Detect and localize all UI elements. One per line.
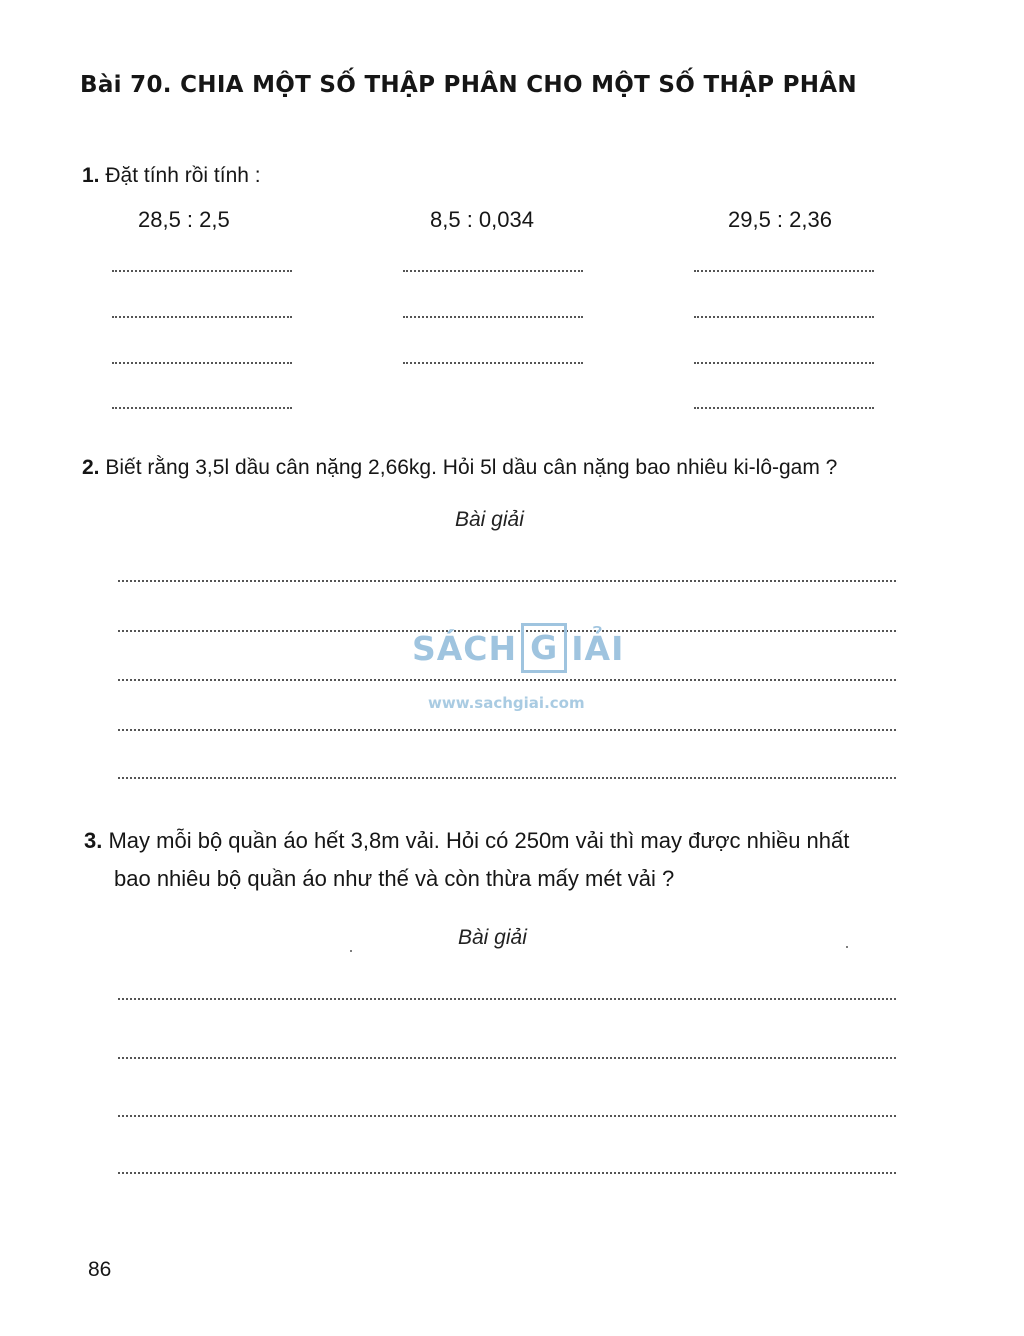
problem-1-text: Đặt tính rồi tính : xyxy=(105,164,261,187)
answer-line xyxy=(118,679,896,681)
expression-2: 8,5 : 0,034 xyxy=(430,207,534,232)
answer-line xyxy=(118,777,896,779)
problem-3-line-2: bao nhiêu bộ quần áo như thế và còn thừa mấy mét vải ? xyxy=(114,866,675,891)
answer-line xyxy=(118,580,896,582)
work-line xyxy=(694,407,874,409)
watermark-left: SÁCH xyxy=(412,628,518,668)
problem-3-number: 3. xyxy=(84,828,103,853)
work-line xyxy=(694,362,874,364)
expression-1: 28,5 : 2,5 xyxy=(138,207,230,232)
work-line xyxy=(112,407,292,409)
work-line xyxy=(112,270,292,272)
problem-3-line-1: May mỗi bộ quần áo hết 3,8m vải. Hỏi có 250m vải thì may được nhiều nhất xyxy=(108,828,850,853)
work-line xyxy=(694,270,874,272)
work-line xyxy=(403,362,583,364)
watermark-logo xyxy=(412,618,624,678)
problem-2 xyxy=(82,456,837,480)
work-line xyxy=(112,362,292,364)
work-line xyxy=(112,316,292,318)
watermark-right: IẢI xyxy=(571,628,625,668)
print-speck xyxy=(350,950,352,952)
answer-line xyxy=(118,998,896,1000)
answer-line xyxy=(118,1115,896,1117)
problem-3 xyxy=(84,828,849,854)
work-line xyxy=(403,316,583,318)
problem-2-text: Biết rằng 3,5l dầu cân nặng 2,66kg. Hỏi 5l dầu cân nặng bao nhiêu ki-lô-gam ? xyxy=(105,456,838,479)
work-line xyxy=(694,316,874,318)
page-number: 86 xyxy=(88,1258,112,1281)
watermark-g: G xyxy=(521,623,567,673)
expression-3: 29,5 : 2,36 xyxy=(728,207,832,232)
work-line xyxy=(403,270,583,272)
problem-1 xyxy=(82,164,261,188)
answer-line xyxy=(118,1172,896,1174)
print-speck xyxy=(846,946,848,948)
solution-label: Bài giải xyxy=(455,508,524,531)
solution-label: Bài giải xyxy=(458,926,527,949)
answer-line xyxy=(118,729,896,731)
problem-2-number: 2. xyxy=(82,456,100,479)
watermark-url: www.sachgiai.com xyxy=(428,694,585,712)
problem-1-number: 1. xyxy=(82,164,100,187)
lesson-title: Bài 70. CHIA MỘT SỐ THẬP PHÂN CHO MỘT SỐ THẬP PHÂN xyxy=(80,72,857,98)
answer-line xyxy=(118,1057,896,1059)
